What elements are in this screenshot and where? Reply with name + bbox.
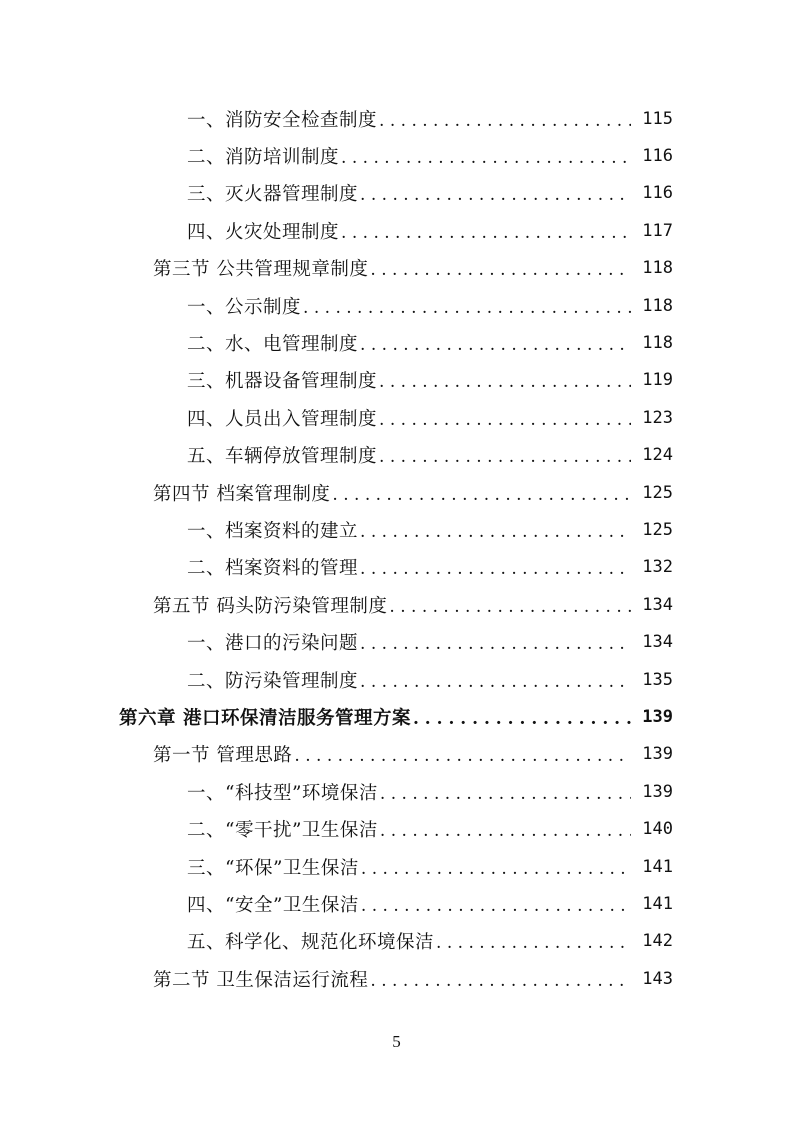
toc-entry-page: 118 <box>642 258 673 279</box>
toc-entry-page: 119 <box>642 370 673 391</box>
toc-leader-dots <box>370 971 631 991</box>
toc-leader-dots <box>360 335 631 355</box>
toc-entry-page: 132 <box>642 557 673 578</box>
toc-entry-title: 五、车辆停放管理制度 <box>187 442 379 468</box>
toc-entry-title: 一、港口的污染问题 <box>187 629 360 655</box>
toc-entry[interactable] <box>0 137 793 174</box>
toc-entry-title: 二、档案资料的管理 <box>187 554 360 580</box>
toc-leader-dots <box>360 634 631 654</box>
toc-leader-dots <box>436 933 631 953</box>
toc-entry-title: 一、公示制度 <box>187 293 303 319</box>
toc-entry[interactable] <box>0 362 793 399</box>
toc-entry-title: 三、机器设备管理制度 <box>187 367 379 393</box>
toc-entry-title: 四、人员出入管理制度 <box>187 405 379 431</box>
toc-entry-title: 一、“科技型”环境保洁 <box>187 779 380 805</box>
toc-entry[interactable] <box>0 549 793 586</box>
toc-leader-dots <box>380 821 631 841</box>
toc-entry-title: 五、科学化、规范化环境保洁 <box>187 928 436 954</box>
toc-entry[interactable] <box>0 324 793 361</box>
toc-leader-dots <box>379 372 631 392</box>
toc-entry-page: 142 <box>642 931 673 952</box>
toc-leader-dots <box>361 896 631 916</box>
toc-leader-dots <box>379 447 631 467</box>
toc-entry-page: 143 <box>642 968 673 989</box>
toc-entry-page: 139 <box>642 781 673 802</box>
toc-section-entry[interactable] <box>0 960 793 997</box>
toc-entry-title: 二、防污染管理制度 <box>187 667 360 693</box>
toc-leader-dots <box>379 410 631 430</box>
toc-entry-title: 第二节 卫生保洁运行流程 <box>153 966 370 992</box>
toc-chapter-entry[interactable] <box>0 698 793 735</box>
toc-leader-dots <box>370 260 631 280</box>
toc-entry[interactable] <box>0 923 793 960</box>
toc-entry[interactable] <box>0 287 793 324</box>
toc-leader-dots <box>389 597 631 617</box>
toc-entry-page: 124 <box>642 445 673 466</box>
toc-entry-page: 115 <box>642 108 673 129</box>
toc-entry-title: 三、灭火器管理制度 <box>187 180 360 206</box>
toc-leader-dots <box>303 298 631 318</box>
toc-entry[interactable] <box>0 175 793 212</box>
toc-entry-title: 一、消防安全检查制度 <box>187 106 379 132</box>
toc-entry[interactable] <box>0 437 793 474</box>
toc-entry-page: 140 <box>642 819 673 840</box>
toc-entry[interactable] <box>0 399 793 436</box>
toc-entry[interactable] <box>0 773 793 810</box>
toc-entry-page: 117 <box>642 220 673 241</box>
toc-entry-page: 141 <box>642 856 673 877</box>
toc-entry-page: 125 <box>642 482 673 503</box>
page-number: 5 <box>392 1032 401 1051</box>
toc-entry-page: 116 <box>642 183 673 204</box>
toc-leader-dots <box>341 148 631 168</box>
toc-entry-page: 135 <box>642 669 673 690</box>
toc-entry-page: 134 <box>642 632 673 653</box>
toc-leader-dots <box>360 522 631 542</box>
toc-leader-dots <box>360 559 631 579</box>
toc-entry[interactable] <box>0 885 793 922</box>
toc-entry[interactable] <box>0 848 793 885</box>
toc-entry-title: 二、“零干扰”卫生保洁 <box>187 816 380 842</box>
toc-entry[interactable] <box>0 661 793 698</box>
toc-leader-dots <box>361 859 631 879</box>
toc-entry-title: 第五节 码头防污染管理制度 <box>153 592 389 618</box>
toc-entry-page: 125 <box>642 519 673 540</box>
toc-entry[interactable] <box>0 810 793 847</box>
toc-entry-title: 四、火灾处理制度 <box>187 218 341 244</box>
toc-section-entry[interactable] <box>0 586 793 623</box>
toc-entry-title: 二、消防培训制度 <box>187 143 341 169</box>
toc-section-entry[interactable] <box>0 736 793 773</box>
toc-leader-dots <box>341 223 631 243</box>
toc-entry-page: 139 <box>642 706 673 727</box>
toc-entry-title: 第三节 公共管理规章制度 <box>153 255 370 281</box>
toc-entry[interactable] <box>0 100 793 137</box>
toc-entry-title: 四、“安全”卫生保洁 <box>187 891 361 917</box>
toc-section-entry[interactable] <box>0 250 793 287</box>
toc-leader-dots <box>332 485 631 505</box>
toc-entry-title: 三、“环保”卫生保洁 <box>187 854 361 880</box>
toc-entry-title: 一、档案资料的建立 <box>187 517 360 543</box>
toc-entry-page: 123 <box>642 407 673 428</box>
toc-entry-title: 第四节 档案管理制度 <box>153 480 332 506</box>
toc-entry-page: 118 <box>642 295 673 316</box>
toc-leader-dots <box>379 111 631 131</box>
toc-leader-dots <box>360 185 631 205</box>
toc-entry[interactable] <box>0 511 793 548</box>
toc-entry-page: 118 <box>642 333 673 354</box>
toc-entry-title: 二、水、电管理制度 <box>187 330 360 356</box>
toc-entry[interactable] <box>0 212 793 249</box>
toc-entry-page: 134 <box>642 594 673 615</box>
toc-entry-page: 116 <box>642 146 673 167</box>
toc-leader-dots <box>380 784 631 804</box>
toc-entry-title: 第一节 管理思路 <box>153 741 294 767</box>
toc-section-entry[interactable] <box>0 474 793 511</box>
toc-entry-page: 139 <box>642 744 673 765</box>
toc-leader-dots <box>413 709 631 729</box>
toc-entry-title: 第六章 港口环保清洁服务管理方案 <box>119 704 413 730</box>
table-of-contents <box>0 100 793 997</box>
toc-leader-dots <box>294 746 631 766</box>
toc-entry[interactable] <box>0 623 793 660</box>
toc-entry-page: 141 <box>642 893 673 914</box>
toc-leader-dots <box>360 672 631 692</box>
